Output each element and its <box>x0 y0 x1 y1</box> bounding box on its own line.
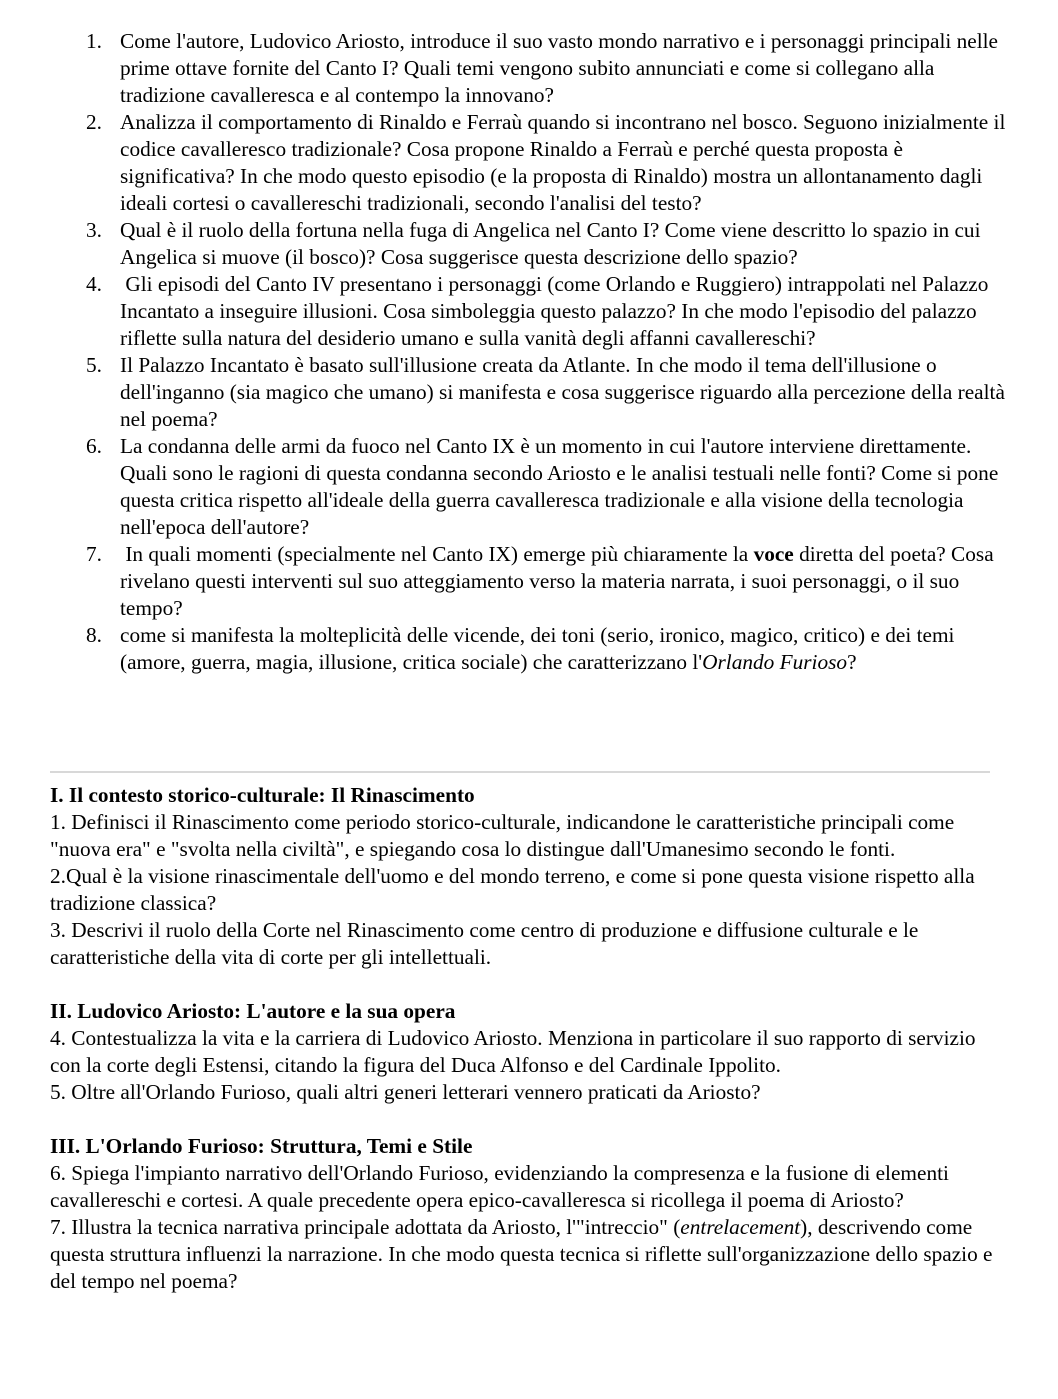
section-context <box>50 782 1010 971</box>
section-item: 6. Spiega l'impianto narrativo dell'Orlando Furioso, evidenziando la compresenza e la fusione di elementi cavallereschi e cortesi. A quale precedente opera epico-cavalleresca si ricollega il poema di Ariosto? <box>50 1161 949 1212</box>
list-item <box>0 352 1058 433</box>
item-text: La condanna delle armi da fuoco nel Canto IX è un momento in cui l'autore interviene direttamente. Quali sono le ragioni di questa condanna secondo Ariosto e le analisi testuali nelle fonti? Come si pone questa critica rispetto all'ideale della guerra cavalleresca tradizionale e alla visione della tecnologia nell'epoca dell'autore? <box>120 434 999 539</box>
section-title: III. L'Orlando Furioso: Struttura, Temi e Stile <box>50 1134 473 1158</box>
item-number: 5. <box>86 353 102 377</box>
item-text <box>120 542 999 620</box>
list-item <box>0 433 1058 541</box>
horizontal-divider <box>50 771 990 773</box>
item-number: 2. <box>86 110 102 134</box>
item-number: 3. <box>86 218 102 242</box>
emphasis-italic: Orlando Furioso <box>702 650 848 674</box>
item-number: 7. <box>86 542 102 566</box>
item-text-end: ), descrivendo come questa struttura influenzi la narrazione. In che modo questa tecnica si riflette sull'organizzazione dello spazio e del tempo nel poema? <box>50 1215 993 1293</box>
item-text: Come l'autore, Ludovico Ariosto, introduce il suo vasto mondo narrativo e i personaggi principali nelle prime ottave fornite del Canto I? Quali temi vengono subito annunciati e come si collegano alla tradizione cavalleresca e al contempo la innovano? <box>120 29 998 107</box>
item-number: 8. <box>86 623 102 647</box>
list-item <box>0 109 1058 217</box>
section-item: 2.Qual è la visione rinascimentale dell'uomo e del mondo terreno, e come si pone questa visione rispetto alla tradizione classica? <box>50 864 975 915</box>
item-number: 1. <box>86 29 102 53</box>
item-text: Il Palazzo Incantato è basato sull'illusione creata da Atlante. In che modo il tema dell'illusione o dell'inganno (sia magico che umano) si manifesta e cosa suggerisce riguardo alla percezione della realtà nel poema? <box>120 353 1005 431</box>
list-item <box>0 217 1058 271</box>
item-text: Gli episodi del Canto IV presentano i personaggi (come Orlando e Ruggiero) intrappolati nel Palazzo Incantato a inseguire illusioni. Cosa simboleggia questo palazzo? In che modo l'episodio del palazzo riflette sulla natura del desiderio umano e sulla vanità degli affanni cavallereschi? <box>120 272 994 350</box>
section-author <box>50 998 1010 1106</box>
list-item <box>0 28 1058 109</box>
item-text-end: diretta del poeta? Cosa rivelano questi interventi sul suo atteggiamento verso la materia narrata, i suoi personaggi, o il suo tempo? <box>120 542 999 620</box>
item-text-end: ? <box>847 650 857 674</box>
sections-container <box>50 782 1010 1322</box>
item-text: Qual è il ruolo della fortuna nella fuga di Angelica nel Canto I? Come viene descritto lo spazio in cui Angelica si muove (il bosco)? Cosa suggerisce questa descrizione dello spazio? <box>120 218 981 269</box>
item-number: 6. <box>86 434 102 458</box>
section-item: 4. Contestualizza la vita e la carriera di Ludovico Ariosto. Menziona in particolare il suo rapporto di servizio con la corte degli Estensi, citando la figura del Duca Alfonso e del Cardinale Ippolito. <box>50 1026 976 1077</box>
item-number: 4. <box>86 272 102 296</box>
list-item <box>0 541 1058 622</box>
item-text: Analizza il comportamento di Rinaldo e Ferraù quando si incontrano nel bosco. Seguono inizialmente il codice cavalleresco tradizionale? Cosa propone Rinaldo a Ferraù e perché questa proposta è significativa? In che modo questo episodio (e la proposta di Rinaldo) mostra un allontanamento dagli ideali cortesi o cavallereschi tradizionali, secondo l'analisi del testo? <box>120 110 1006 215</box>
section-orlando-furioso <box>50 1133 1010 1295</box>
section-item: 3. Descrivi il ruolo della Corte nel Rinascimento come centro di produzione e diffusione culturale e le caratteristiche della vita di corte per gli intellettuali. <box>50 918 919 969</box>
list-item <box>0 271 1058 352</box>
section-title: I. Il contesto storico-culturale: Il Rinascimento <box>50 783 475 807</box>
item-text-start: 7. Illustra la tecnica narrativa principale adottata da Ariosto, l'"intreccio" ( <box>50 1215 681 1239</box>
section-title: II. Ludovico Ariosto: L'autore e la sua opera <box>50 999 456 1023</box>
item-text-start: In quali momenti (specialmente nel Canto IX) emerge più chiaramente la <box>120 542 754 566</box>
section-item <box>50 1214 1010 1295</box>
item-text-start: come si manifesta la molteplicità delle vicende, dei toni (serio, ironico, magico, critico) e dei temi (amore, guerra, magia, illusione, critica sociale) che caratterizzano l' <box>120 623 955 674</box>
emphasis-italic: entrelacement <box>680 1215 801 1239</box>
section-item: 5. Oltre all'Orlando Furioso, quali altri generi letterari vennero praticati da Ariosto? <box>50 1080 761 1104</box>
list-item <box>0 622 1058 676</box>
item-text <box>120 623 954 674</box>
emphasis-bold: voce <box>753 542 794 566</box>
section-item: 1. Definisci il Rinascimento come periodo storico-culturale, indicandone le caratteristiche principali come "nuova era" e "svolta nella civiltà", e spiegando cosa lo distingue dall'Umanesimo secondo le fonti. <box>50 810 955 861</box>
study-questions-list <box>0 28 1058 676</box>
